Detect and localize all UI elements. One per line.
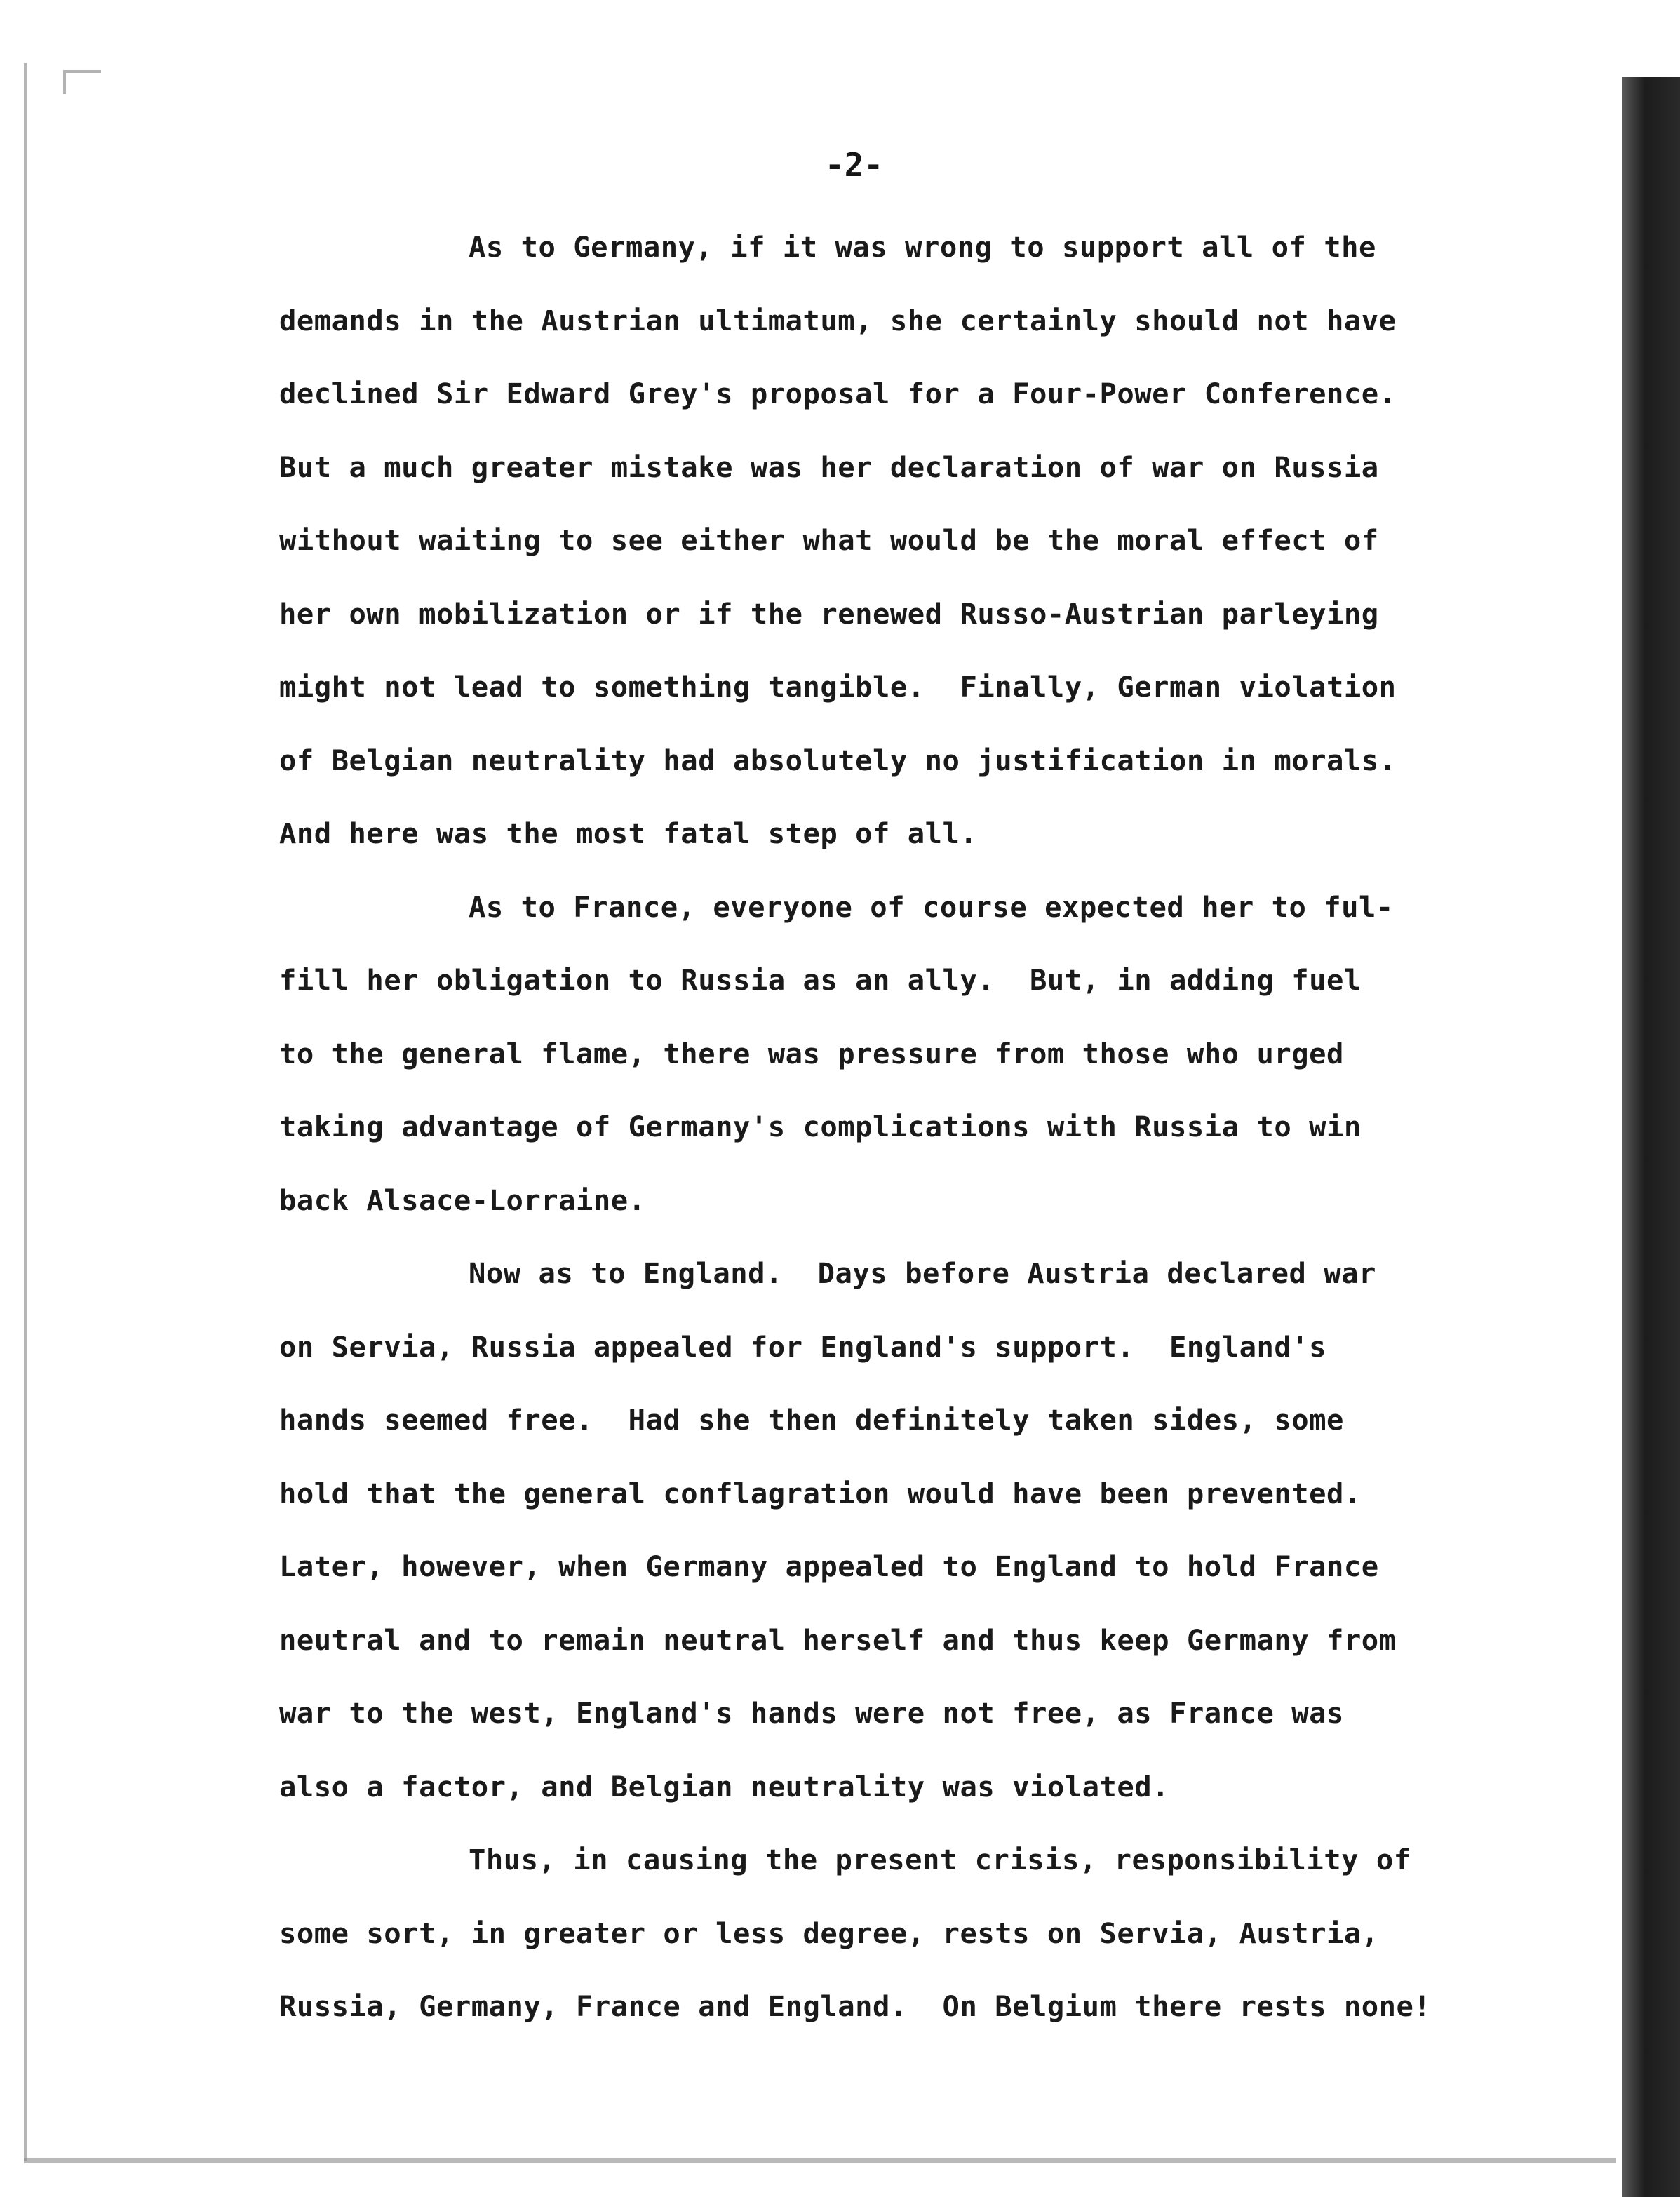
scan-right-shadow	[1622, 77, 1680, 2197]
text-line: to the general flame, there was pressure from those who urged	[279, 1036, 1344, 1070]
page-number: -2-	[824, 146, 884, 184]
text-line: taking advantage of Germany's complications with Russia to win	[279, 1110, 1362, 1143]
text-line: her own mobilization or if the renewed Russo-Austrian parleying	[279, 596, 1379, 631]
text-line: Thus, in causing the present crisis, responsibility of	[469, 1843, 1411, 1876]
document-body	[279, 210, 1472, 2043]
text-line: Later, however, when Germany appealed to England to hold France	[279, 1550, 1379, 1583]
text-line: without waiting to see either what would be the moral effect of	[279, 523, 1379, 557]
text-line: hold that the general conflagration would have been prevented.	[279, 1476, 1362, 1510]
scan-bottom-edge	[24, 2158, 1616, 2163]
text-line: hands seemed free. Had she then definitely taken sides, some	[279, 1403, 1344, 1437]
text-line: Now as to England. Days before Austria declared war	[469, 1256, 1376, 1290]
scan-corner-mark	[63, 70, 101, 94]
text-line: of Belgian neutrality had absolutely no justification in morals.	[279, 743, 1397, 777]
text-line: back Alsace-Lorraine.	[279, 1183, 646, 1217]
text-line: also a factor, and Belgian neutrality was violated.	[279, 1769, 1170, 1803]
text-line: Russia, Germany, France and England. On Belgium there rests none!	[279, 1989, 1432, 2023]
scan-left-edge	[24, 63, 27, 2161]
text-line: war to the west, England's hands were not free, as France was	[279, 1696, 1344, 1730]
text-line: As to France, everyone of course expected her to ful-	[469, 889, 1394, 924]
text-line: neutral and to remain neutral herself and thus keep Germany from	[279, 1622, 1397, 1657]
text-line: might not lead to something tangible. Finally, German violation	[279, 670, 1397, 704]
text-line: fill her obligation to Russia as an ally. But, in adding fuel	[279, 963, 1362, 997]
text-line: declined Sir Edward Grey's proposal for a Four-Power Conference.	[279, 377, 1397, 410]
text-line: As to Germany, if it was wrong to support all of the	[469, 230, 1376, 264]
text-line: But a much greater mistake was her declaration of war on Russia	[279, 450, 1379, 484]
text-line: on Servia, Russia appealed for England's support. England's	[279, 1329, 1326, 1364]
text-line: some sort, in greater or less degree, rests on Servia, Austria,	[279, 1916, 1379, 1950]
text-line: And here was the most fatal step of all.	[279, 817, 978, 850]
text-line: demands in the Austrian ultimatum, she certainly should not have	[279, 303, 1397, 337]
